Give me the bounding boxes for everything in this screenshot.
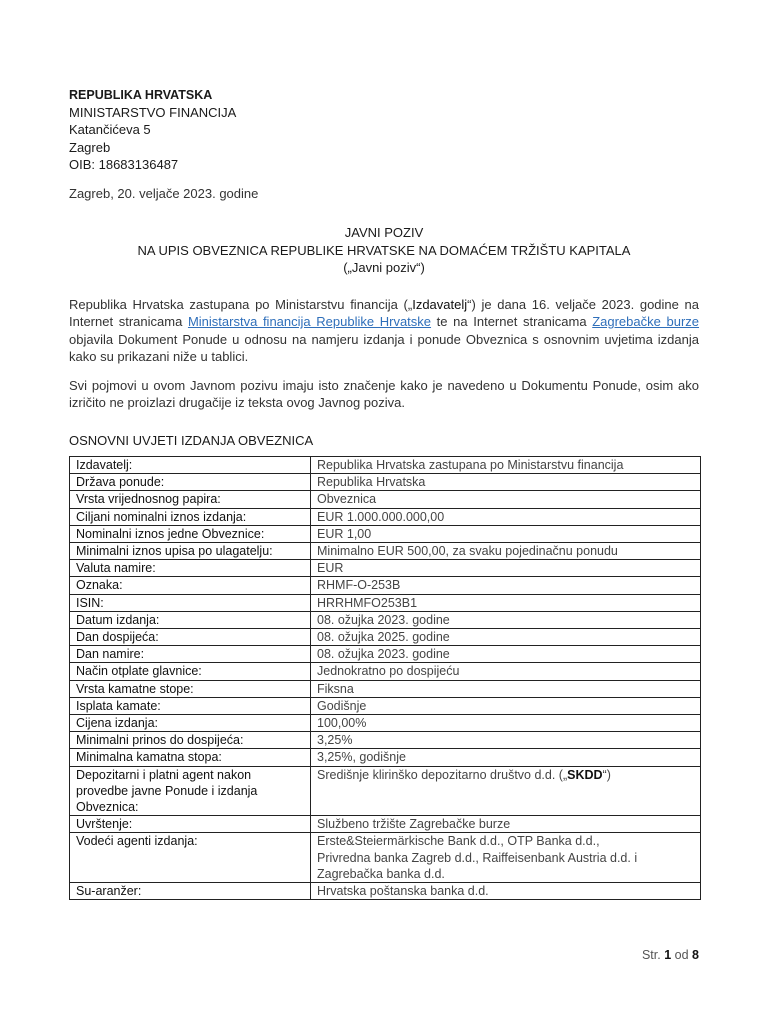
intro-text-a: Republika Hrvatska zastupana po Ministarstvu financija („: [69, 297, 413, 312]
table-row: [70, 749, 701, 766]
row-value: 08. ožujka 2025. godine: [311, 629, 701, 646]
row-label: Uvrštenje:: [70, 816, 311, 833]
depozitar-label-1: Depozitarni i platni agent nakon: [76, 767, 252, 782]
row-label: Su-aranžer:: [70, 883, 311, 900]
section-title: OSNOVNI UVJETI IZDANJA OBVEZNICA: [69, 433, 314, 448]
row-value: Jednokratno po dospijeću: [311, 663, 701, 680]
row-value: [311, 766, 701, 816]
issuer-street: Katančićeva 5: [69, 122, 151, 138]
row-label: [70, 766, 311, 816]
issuer-ministry: MINISTARSTVO FINANCIJA: [69, 105, 237, 121]
page-number: [642, 948, 699, 962]
table-row: [70, 646, 701, 663]
row-label: Način otplate glavnice:: [70, 663, 311, 680]
row-value: 3,25%: [311, 732, 701, 749]
issuer-city: Zagreb: [69, 139, 111, 155]
row-label: Minimalni iznos upisa po ulagatelju:: [70, 543, 311, 560]
table-row: [70, 508, 701, 525]
row-label: Isplata kamate:: [70, 697, 311, 714]
row-label: Dan namire:: [70, 646, 311, 663]
depozitar-value-skdd: SKDD: [567, 767, 603, 782]
table-row: [70, 766, 701, 816]
row-label: Ciljani nominalni iznos izdanja:: [70, 508, 311, 525]
depozitar-label-2: provedbe javne Ponude i izdanja: [76, 783, 258, 798]
row-label: Cijena izdanja:: [70, 715, 311, 732]
page-prefix: Str.: [641, 948, 661, 962]
row-value: Fiksna: [311, 680, 701, 697]
table-row: [70, 833, 701, 883]
current-page: 1: [664, 948, 672, 962]
row-value: HRRHMFO253B1: [311, 594, 701, 611]
row-value: Hrvatska poštanska banka d.d.: [311, 883, 701, 900]
row-value: 08. ožujka 2023. godine: [311, 646, 701, 663]
intro-text-c: “) je dana 16. veljače 2023. godine na Internet stranicama: [69, 297, 699, 330]
issuer-oib: OIB: 18683136487: [69, 156, 179, 172]
intro-text-e: objavila Dokument Ponude u odnosu na namjeru izdanja i ponude Obveznica s osnovnim uvjetima izdanja kako su prikazani niže u tablici.: [69, 331, 699, 364]
table-body: [70, 457, 701, 767]
row-value: Obveznica: [311, 491, 701, 508]
intro-paragraph: [69, 296, 699, 365]
row-value: 08. ožujka 2023. godine: [311, 611, 701, 628]
document-date: Zagreb, 20. veljače 2023. godine: [69, 186, 259, 201]
intro-text-d: te na Internet stranicama: [431, 314, 593, 330]
row-label: Vrsta vrijednosnog papira:: [70, 491, 311, 508]
lead-agents-line-1: Erste&Steiermärkische Bank d.d., OTP Banka d.d.,: [317, 834, 600, 849]
row-value: EUR 1.000.000.000,00: [311, 508, 701, 525]
row-value: Minimalno EUR 500,00, za svaku pojedinačnu ponudu: [311, 543, 701, 560]
document-title: [69, 224, 699, 277]
total-pages: 8: [692, 948, 699, 962]
title-line-3: („Javni poziv“): [343, 260, 425, 275]
table-row: [70, 474, 701, 491]
row-label: Nominalni iznos jedne Obveznice:: [70, 525, 311, 542]
lead-agents-line-2: Privredna banka Zagreb d.d., Raiffeisenbank Austria d.d. i: [317, 850, 638, 865]
table-row: [70, 680, 701, 697]
depozitar-value-a: Središnje klirinško depozitarno društvo d.d. („: [317, 767, 568, 782]
table-row: [70, 611, 701, 628]
table-row: [70, 697, 701, 714]
intro-izdavatelj: Izdavatelj: [412, 297, 468, 312]
row-label: Izdavatelj:: [70, 457, 311, 474]
table-row: [70, 594, 701, 611]
page-of: od: [674, 948, 689, 962]
table-row: [70, 629, 701, 646]
issue-conditions-table: [69, 456, 701, 900]
table-row: [70, 577, 701, 594]
row-value: Godišnje: [311, 697, 701, 714]
table-row: [70, 715, 701, 732]
row-value: 100,00%: [311, 715, 701, 732]
table-row: [70, 543, 701, 560]
row-label: Valuta namire:: [70, 560, 311, 577]
table-row: [70, 732, 701, 749]
table-row: [70, 883, 701, 900]
definitions-paragraph: Svi pojmovi u ovom Javnom pozivu imaju isto značenje kako je navedeno u Dokumentu Ponude, osim ako izričito ne proizlazi drugačije iz teksta ovog Javnog poziva.: [69, 378, 699, 411]
issuer-address-block: [69, 87, 236, 173]
issuer-country: REPUBLIKA HRVATSKA: [69, 88, 213, 102]
row-label: Država ponude:: [70, 474, 311, 491]
row-value: RHMF-O-253B: [311, 577, 701, 594]
row-value: EUR 1,00: [311, 525, 701, 542]
title-line-1: JAVNI POZIV: [344, 225, 424, 240]
row-label: Dan dospijeća:: [70, 629, 311, 646]
table-row: [70, 560, 701, 577]
row-value: Republika Hrvatska zastupana po Ministarstvu financija: [311, 457, 701, 474]
table-row: [70, 491, 701, 508]
depozitar-value-c: “): [602, 767, 611, 782]
row-value: 3,25%, godišnje: [311, 749, 701, 766]
row-label: Minimalna kamatna stopa:: [70, 749, 311, 766]
table-body-extra: [70, 766, 701, 900]
ministry-link[interactable]: Ministarstva financija Republike Hrvatske: [187, 314, 432, 330]
row-label: Vodeći agenti izdanja:: [70, 833, 311, 883]
table-row: [70, 525, 701, 542]
row-label: ISIN:: [70, 594, 311, 611]
table-row: [70, 457, 701, 474]
row-value: Službeno tržište Zagrebačke burze: [311, 816, 701, 833]
row-value: [311, 833, 701, 883]
depozitar-label-3: Obveznica:: [76, 800, 139, 815]
title-line-2: NA UPIS OBVEZNICA REPUBLIKE HRVATSKE NA DOMAĆEM TRŽIŠTU KAPITALA: [137, 242, 631, 258]
row-value: Republika Hrvatska: [311, 474, 701, 491]
row-value: EUR: [311, 560, 701, 577]
zse-link[interactable]: Zagrebačke burze: [592, 314, 700, 330]
lead-agents-line-3: Zagrebačka banka d.d.: [317, 866, 445, 881]
row-label: Oznaka:: [70, 577, 311, 594]
row-label: Vrsta kamatne stope:: [70, 680, 311, 697]
table-row: [70, 816, 701, 833]
table-row: [70, 663, 701, 680]
row-label: Minimalni prinos do dospijeća:: [70, 732, 311, 749]
row-label: Datum izdanja:: [70, 611, 311, 628]
